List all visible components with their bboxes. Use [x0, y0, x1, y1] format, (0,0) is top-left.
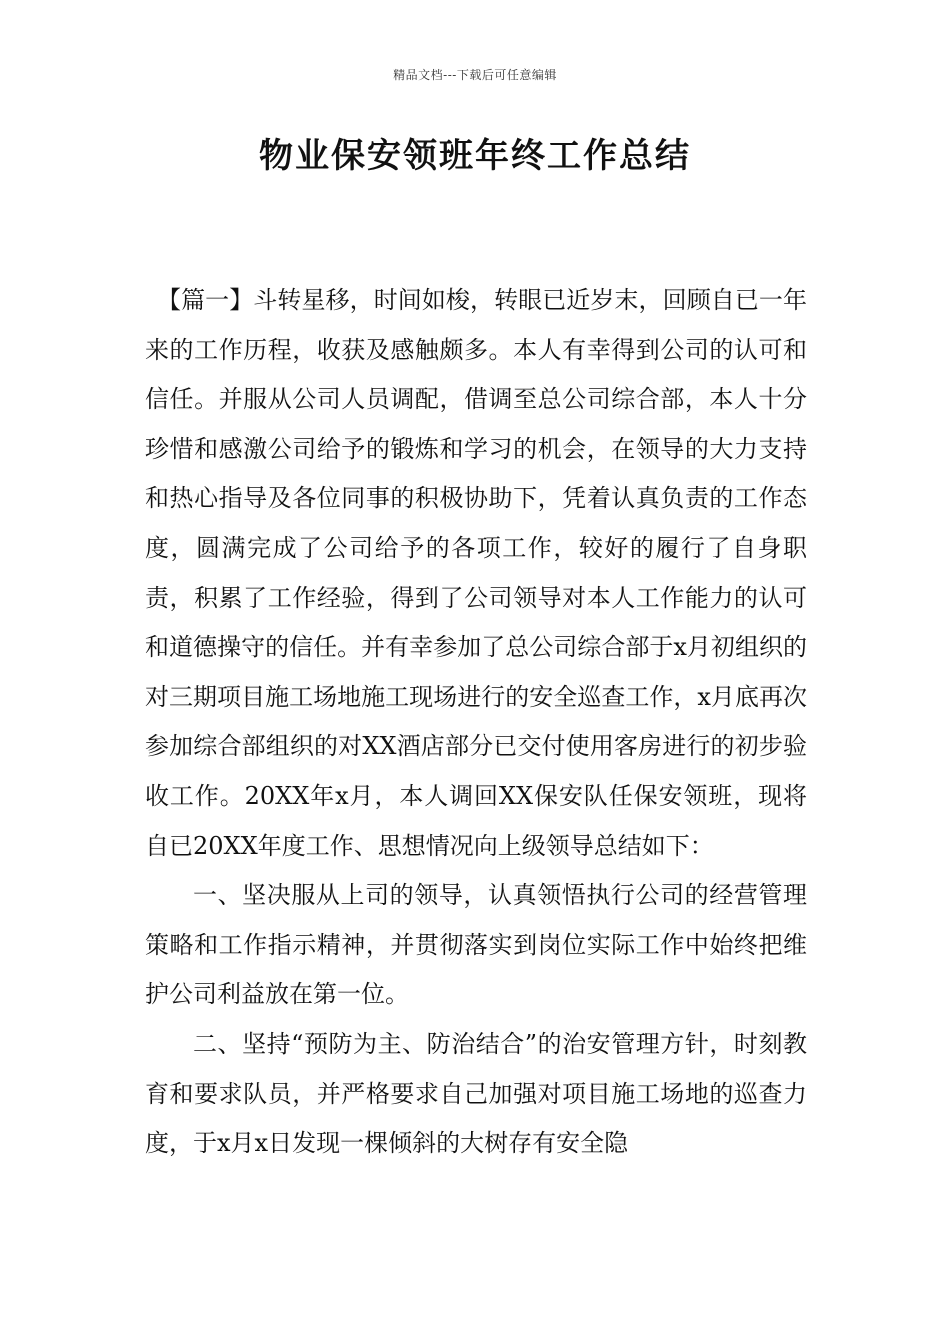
paragraph-3: 二、坚持“预防为主、防治结合”的治安管理方针，时刻教育和要求队员，并严格要求自己加强对项目施工场地的巡查力度，于x月x日发现一棵倾斜的大树存有安全隐	[145, 1029, 807, 1158]
document-body	[145, 276, 807, 1169]
header-note: 精品文档---下载后可任意编辑	[393, 68, 557, 82]
paragraph-1: 【篇一】斗转星移，时间如梭，转眼已近岁末，回顾自已一年来的工作历程，收获及感触颇多。本人有幸得到公司的认可和信任。并服从公司人员调配，借调至总公司综合部，本人十分珍惜和感激公司给予的锻炼和学习的机会，在领导的大力支持和热心指导及各位同事的积极协助下，凭着认真负责的工作态度，圆满完成了公司给予的各项工作，较好的履行了自身职责，积累了工作经验，得到了公司领导对本人工作能力的认可和道德操守的信任。并有幸参加了总公司综合部于x月初组织的对三期项目施工场地施工现场进行的安全巡查工作，x月底再次参加综合部组织的对XX酒店部分已交付使用客房进行的初步验收工作。20XX年x月，本人调回XX保安队任保安领班，现将自已20XX年度工作、思想情况向上级领导总结如下：	[145, 286, 807, 860]
document-title: 物业保安领班年终工作总结	[259, 136, 691, 176]
paragraph-2: 一、坚决服从上司的领导，认真领悟执行公司的经营管理策略和工作指示精神，并贯彻落实到岗位实际工作中始终把维护公司利益放在第一位。	[145, 881, 807, 1009]
